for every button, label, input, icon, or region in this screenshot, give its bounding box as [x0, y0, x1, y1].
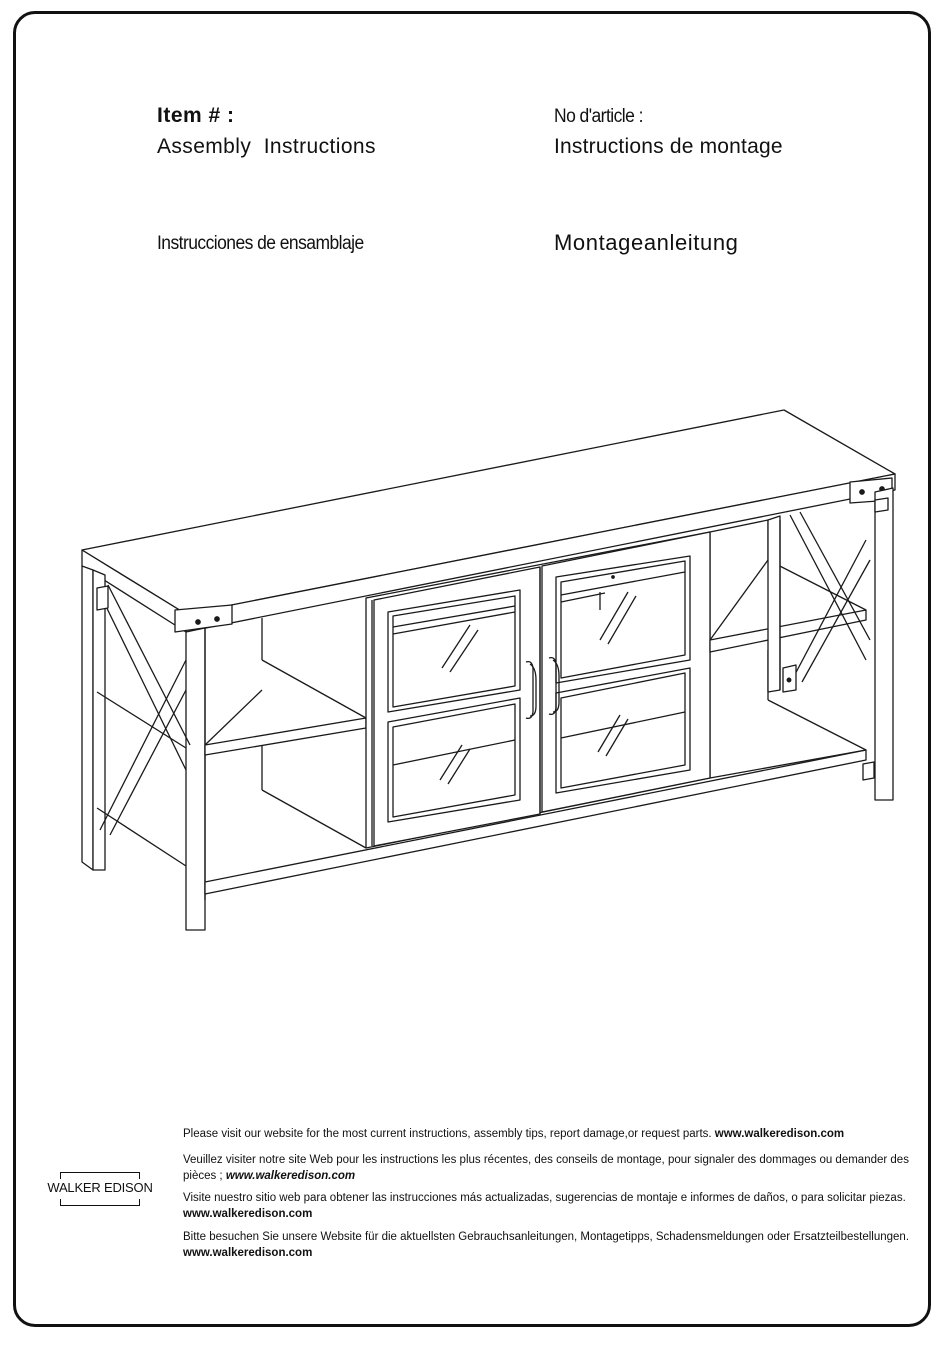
- footer-spanish-url[interactable]: www.walkeredison.com: [183, 1208, 313, 1220]
- footer-spanish-text: Visite nuestro sitio web para obtener las instrucciones más actualizadas, sugerencias de montaje e informes de daños, o para solicitar piezas.: [183, 1192, 906, 1204]
- instrucciones-ensamblaje-title: Instrucciones de ensamblaje: [157, 233, 364, 254]
- footer-german: [183, 1229, 911, 1261]
- logo-bracket-top: [60, 1172, 140, 1179]
- footer-spanish: [183, 1190, 911, 1222]
- logo-text: WALKER EDISON: [47, 1180, 153, 1195]
- footer-french-url[interactable]: www.walkeredison.com: [225, 1170, 356, 1182]
- footer-german-text: Bitte besuchen Sie unsere Website für die aktuellsten Gebrauchsanleitungen, Montagetipps, Schadensmeldungen oder Ersatzteilbestellungen.: [183, 1231, 910, 1243]
- footer-french: [183, 1152, 911, 1184]
- footer-english-url[interactable]: www.walkeredison.com: [714, 1128, 845, 1140]
- footer-french-text: Veuillez visiter notre site Web pour les instructions les plus récentes, des conseils de montage, pour signaler des dommages ou demander des pièces ;: [183, 1154, 909, 1182]
- instructions-montage-title: Instructions de montage: [554, 135, 783, 158]
- montageanleitung-title: Montageanleitung: [554, 230, 739, 255]
- tv-stand-line-drawing-icon: [70, 400, 910, 940]
- logo-bracket-bottom: [60, 1199, 140, 1206]
- walker-edison-logo: [40, 1172, 160, 1206]
- no-article-label: No d'article :: [554, 106, 643, 127]
- footer-english: [183, 1126, 911, 1142]
- assembly-instructions-title: Assembly Instructions: [157, 135, 376, 158]
- item-number-label: Item # :: [157, 104, 235, 127]
- footer-german-url[interactable]: www.walkeredison.com: [183, 1247, 313, 1259]
- footer-english-text: Please visit our website for the most current instructions, assembly tips, report damage,or request parts.: [183, 1128, 712, 1140]
